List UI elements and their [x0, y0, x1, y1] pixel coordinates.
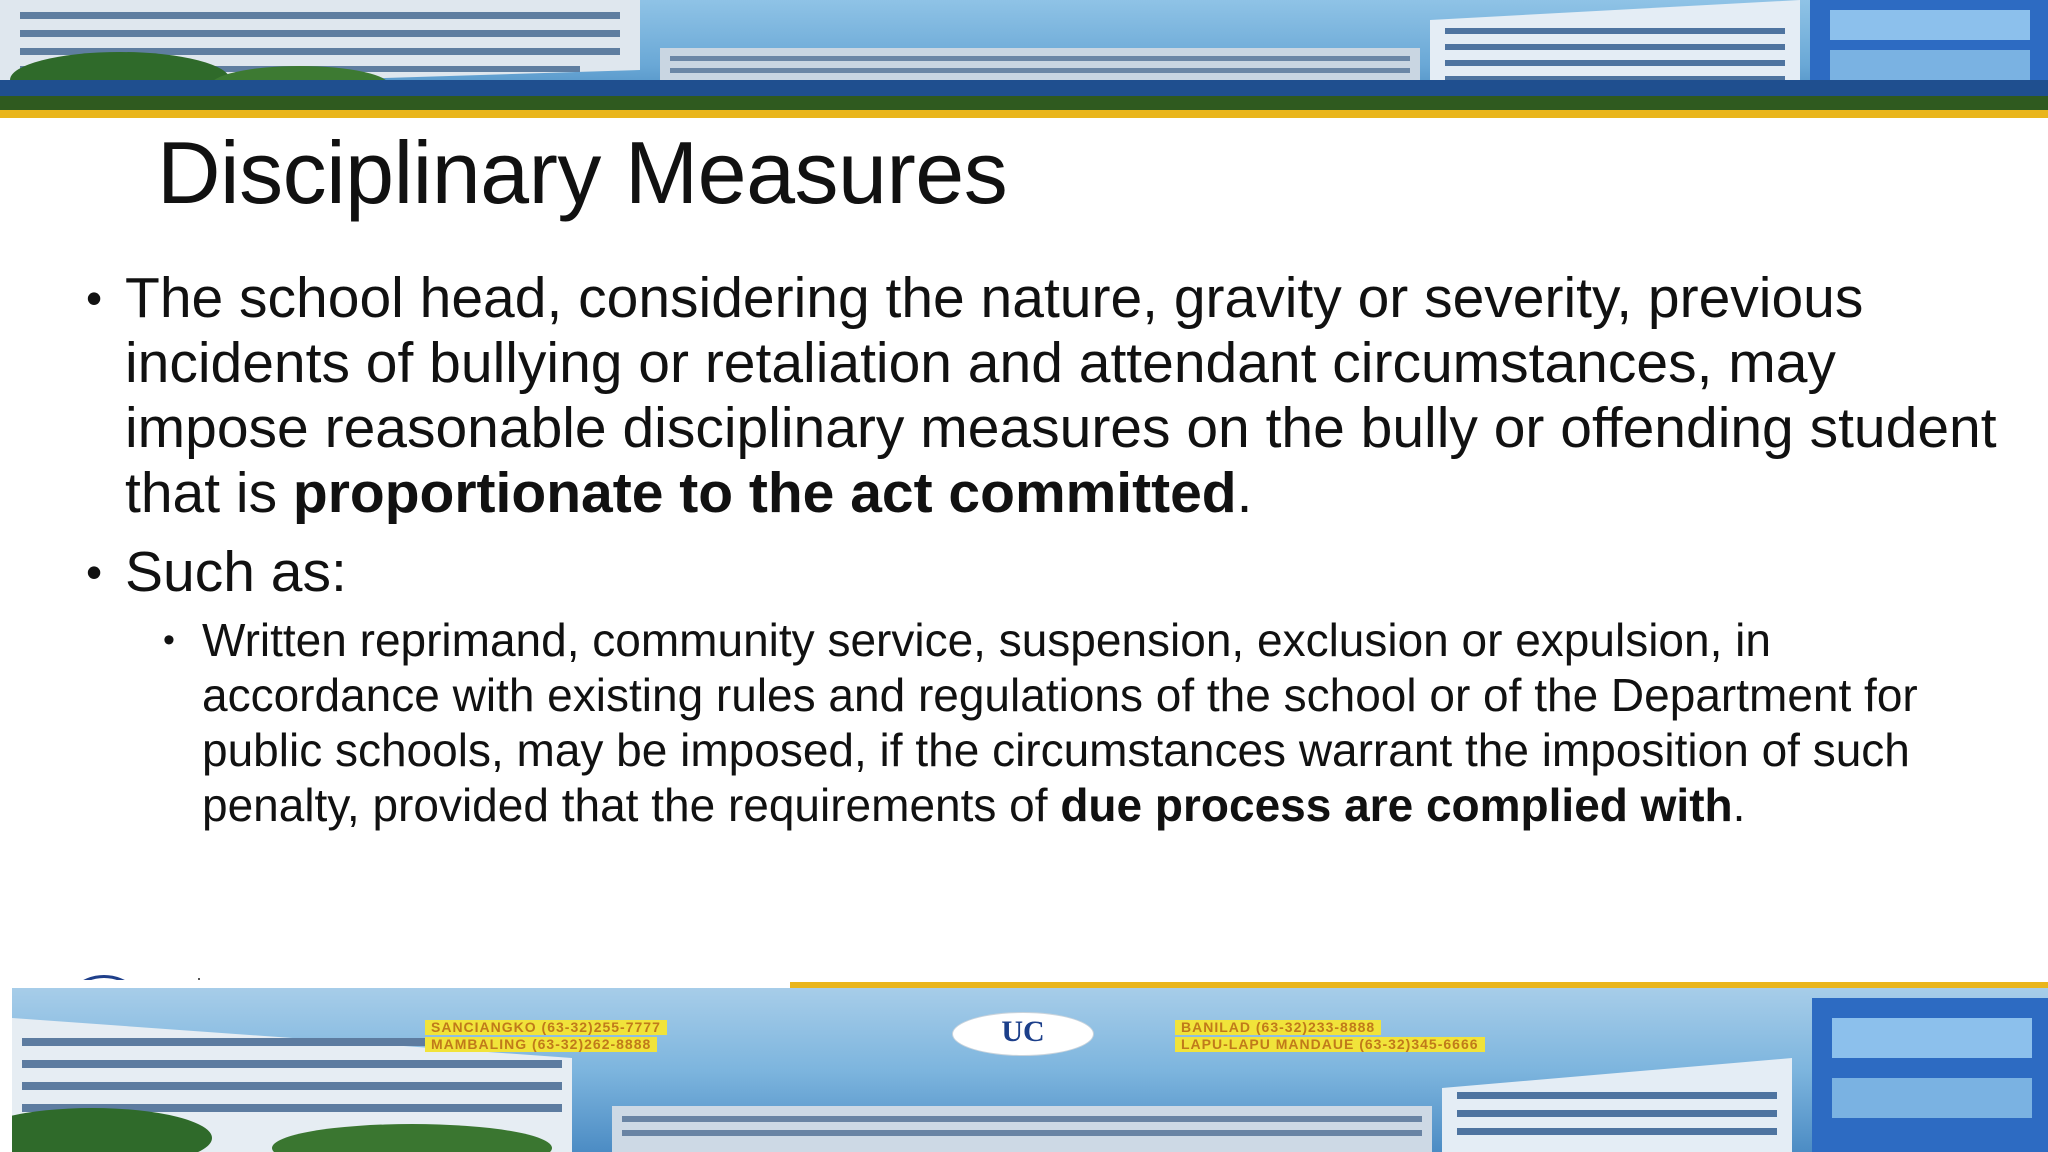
contact-lapulapu-mandaue: LAPU-LAPU MANDAUE (63-32)345-6666 [1175, 1037, 1485, 1052]
bottom-banner-image [0, 980, 2048, 1152]
banner-green-stripe [0, 96, 2048, 110]
top-banner-image [0, 0, 2048, 118]
sub-bullet-list [163, 613, 2006, 833]
banner-gold-stripe [0, 110, 2048, 118]
banner-blue-stripe [0, 80, 2048, 96]
slide-title: Disciplinary Measures [157, 123, 1008, 222]
bullet-1-text: The school head, considering the nature, gravity or severity, previous incidents of bullying or retaliation and attendant circumstances, may impose reasonable disciplinary measures on the bully or offending student that is [125, 266, 1997, 525]
bullet-item-2 [86, 540, 2006, 833]
bullet-1-tail: . [1236, 461, 1253, 525]
sub-bullet-1-text: Written reprimand, community service, suspension, exclusion or expulsion, in accordance with existing rules and regulations of the school or of the Department for public schools, may be imposed, if the circumstances warrant the imposition of such penalty, provided that the requirements of [202, 614, 1918, 831]
contact-sanciangko: SANCIANGKO (63-32)255-7777 [425, 1020, 667, 1035]
bullet-item-1 [86, 266, 2006, 526]
uc-logo: UC [952, 1012, 1094, 1056]
sub-bullet-item-1 [163, 613, 2006, 833]
sub-bullet-1-tail: . [1732, 779, 1746, 831]
bullet-list [86, 266, 2006, 847]
bullet-1-emphasis: proportionate to the act committed [292, 461, 1237, 525]
bullet-2-text: Such as: [125, 540, 347, 604]
contact-banilad: BANILAD (63-32)233-8888 [1175, 1020, 1381, 1035]
contact-mambaling: MAMBALING (63-32)262-8888 [425, 1037, 657, 1052]
sub-bullet-1-emphasis: due process are complied with [1060, 779, 1733, 831]
